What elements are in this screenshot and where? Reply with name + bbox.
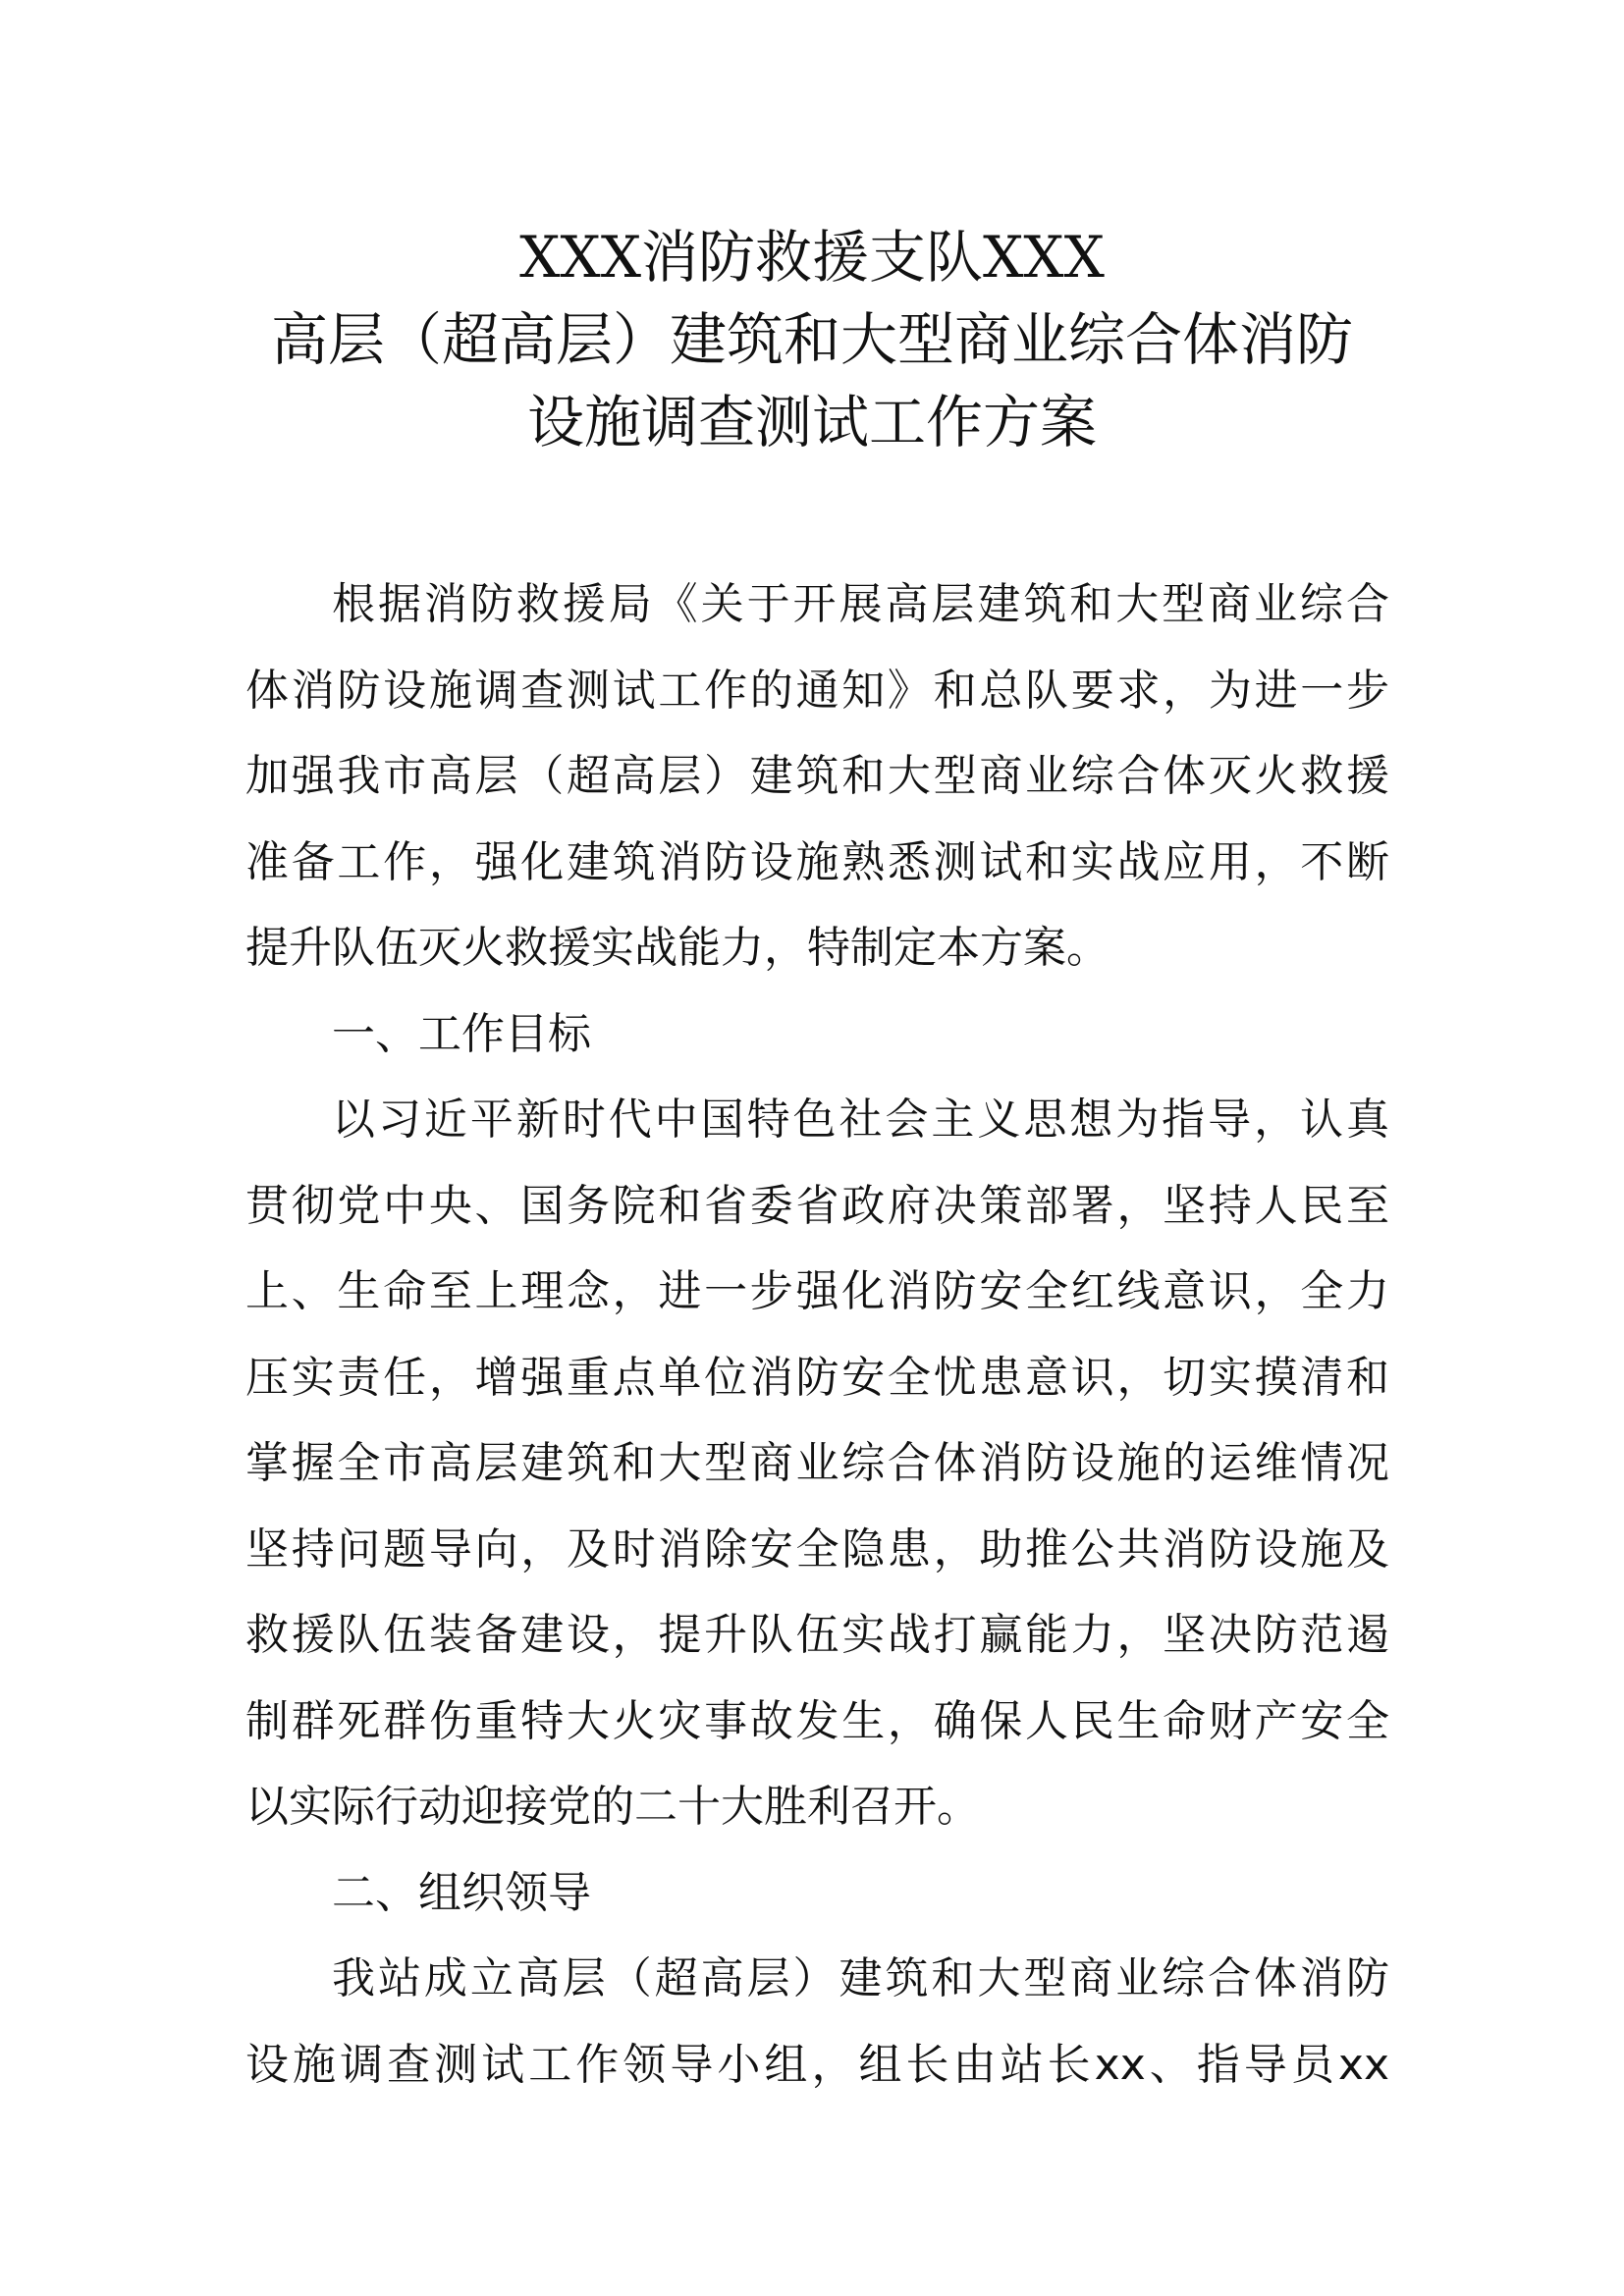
title-line-3: 设施调查测试工作方案 — [526, 389, 1097, 455]
intro-line-2: 体消防设施调查测试工作的通知》和总队要求，为进一步 — [245, 665, 1389, 716]
intro-line-1: 根据消防救援局《关于开展高层建筑和大型商业综合 — [332, 579, 1389, 629]
section1-line-1: 以习近平新时代中国特色社会主义思想为指导，认真 — [332, 1095, 1389, 1145]
section1-line-9: 以实际行动迎接党的二十大胜利召开。 — [245, 1782, 980, 1832]
intro-line-3: 加强我市高层（超高层）建筑和大型商业综合体灭火救援 — [245, 751, 1389, 801]
section2-heading: 二、组织领导 — [332, 1867, 591, 1918]
section1-line-7: 救援队伍装备建设，提升队伍实战打赢能力，坚决防范遏 — [245, 1610, 1389, 1660]
section1-line-3: 上、生命至上理念，进一步强化消防安全红线意识，全力 — [245, 1266, 1389, 1316]
section1-line-5: 掌握全市高层建筑和大型商业综合体消防设施的运维情况 — [245, 1438, 1389, 1488]
section2-line-1: 我站成立高层（超高层）建筑和大型商业综合体消防 — [332, 1953, 1389, 2003]
title-line-2: 高层（超高层）建筑和大型商业综合体消防 — [270, 306, 1353, 373]
section1-line-4: 压实责任，增强重点单位消防安全忧患意识，切实摸清和 — [245, 1352, 1389, 1403]
section1-heading: 一、工作目标 — [332, 1008, 591, 1059]
section1-line-6: 坚持问题导向，及时消除安全隐患，助推公共消防设施及 — [245, 1523, 1389, 1575]
intro-line-4: 准备工作，强化建筑消防设施熟悉测试和实战应用，不断 — [245, 836, 1389, 887]
section1-line-8: 制群死群伤重特大火灾事故发生，确保人民生命财产安全 — [245, 1695, 1389, 1746]
section1-line-2: 贯彻党中央、国务院和省委省政府决策部署，坚持人民至 — [245, 1180, 1389, 1231]
intro-line-5: 提升队伍灭火救援实战能力，特制定本方案。 — [245, 923, 1110, 973]
section2-line-2: 设施调查测试工作领导小组，组长由站长xx、指导员xx — [245, 2039, 1389, 2090]
title-line-1: XXX消防救援支队XXX — [519, 224, 1105, 291]
document-title — [0, 216, 1624, 463]
document-body — [245, 561, 1389, 2108]
